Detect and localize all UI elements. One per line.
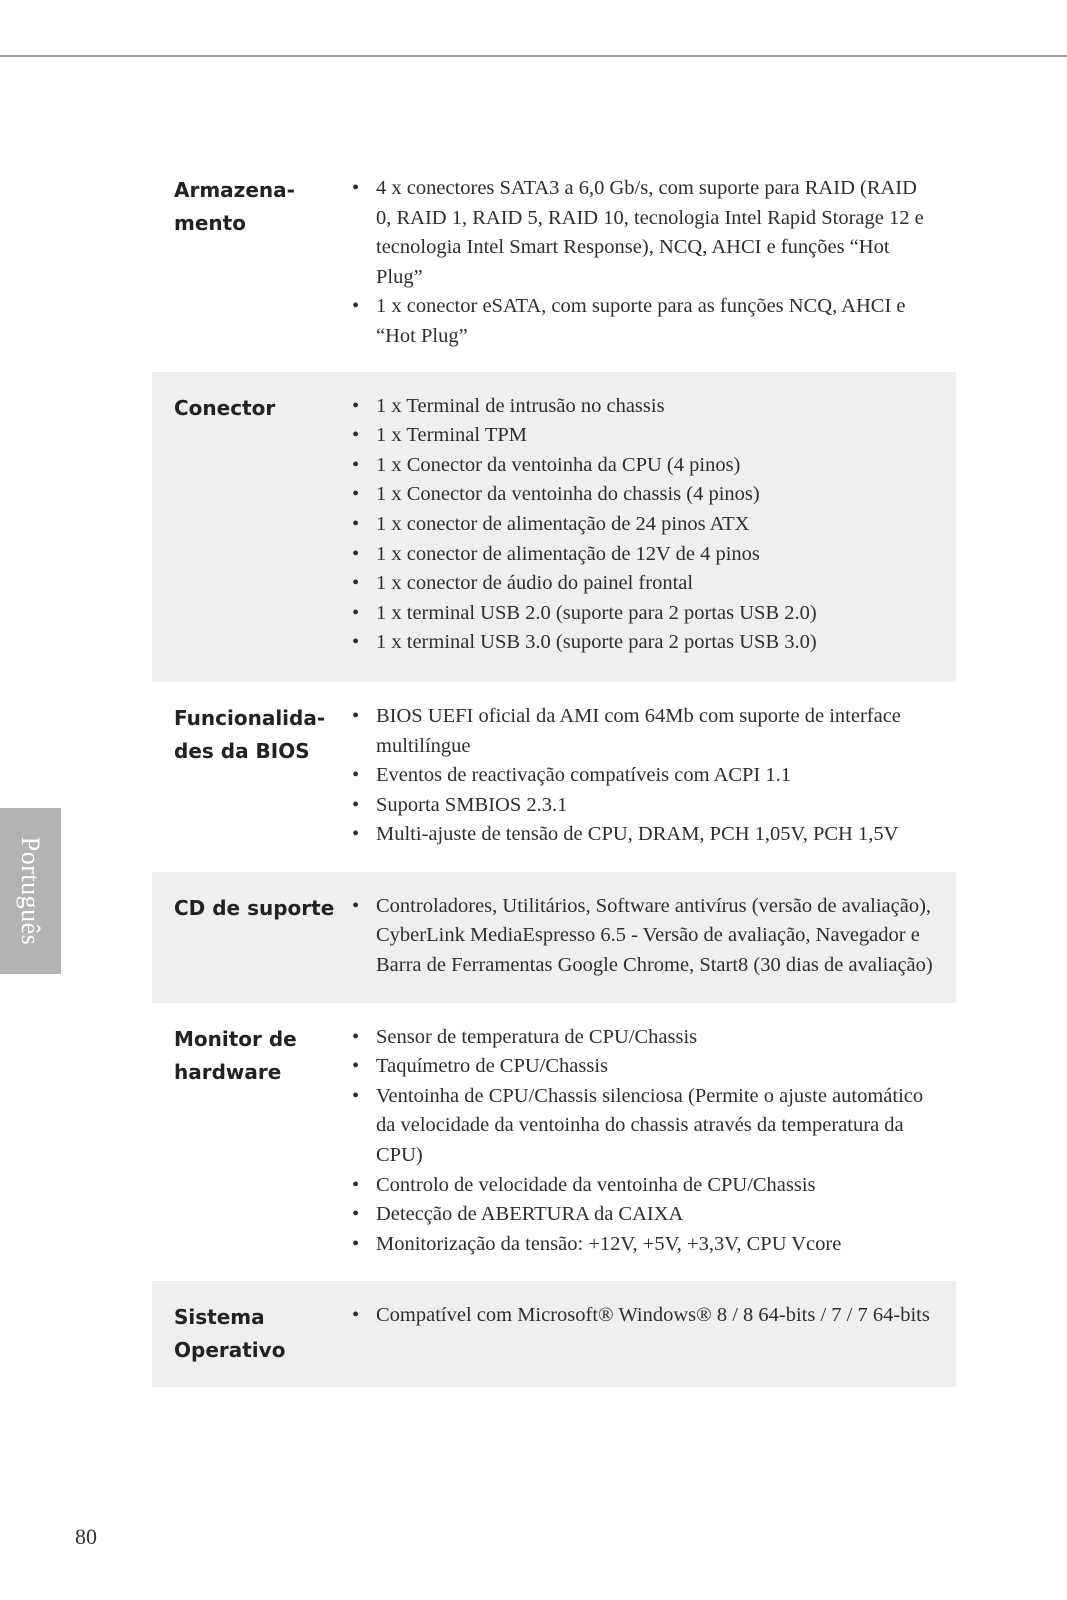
spec-item: • 1 x conector de alimentação de 24 pinos ATX [348, 510, 934, 540]
header-rule [0, 55, 1067, 57]
spec-list [348, 1023, 934, 1260]
spec-label: Conector [174, 395, 276, 420]
spec-item: • 1 x terminal USB 3.0 (suporte para 2 portas USB 3.0) [348, 628, 934, 658]
spec-label: Monitor de hardware [174, 1026, 297, 1084]
spec-row-bios [152, 682, 956, 872]
spec-label: CD de suporte [174, 895, 335, 920]
spec-item: • Ventoinha de CPU/Chassis silenciosa (Permite o ajuste automático da velocidade da ventoinha do chassis através da temperatura da CPU) [348, 1082, 934, 1171]
spec-item: • 1 x Terminal de intrusão no chassis [348, 392, 934, 422]
language-side-tab [0, 808, 61, 974]
spec-item: • Controlo de velocidade da ventoinha de CPU/Chassis [348, 1171, 934, 1201]
spec-list [348, 392, 934, 658]
spec-item: • 1 x terminal USB 2.0 (suporte para 2 portas USB 2.0) [348, 599, 934, 629]
spec-item: • 1 x conector de alimentação de 12V de 4 pinos [348, 540, 934, 570]
spec-item: • 1 x conector de áudio do painel frontal [348, 569, 934, 599]
spec-item: • BIOS UEFI oficial da AMI com 64Mb com suporte de interface multilíngue [348, 702, 934, 761]
spec-row-storage [152, 170, 956, 372]
spec-item: • Multi-ajuste de tensão de CPU, DRAM, PCH 1,05V, PCH 1,5V [348, 820, 934, 850]
spec-item: • 1 x Terminal TPM [348, 421, 934, 451]
spec-list [348, 892, 934, 981]
spec-row-support-cd [152, 872, 956, 1003]
spec-item: • Taquímetro de CPU/Chassis [348, 1052, 934, 1082]
spec-list [348, 1301, 934, 1331]
spec-list [348, 702, 934, 850]
spec-item: • 1 x conector eSATA, com suporte para as funções NCQ, AHCI e “Hot Plug” [348, 292, 934, 351]
spec-item: • Compatível com Microsoft® Windows® 8 / 8 64-bits / 7 / 7 64-bits [348, 1301, 934, 1331]
page-number: 80 [75, 1524, 97, 1549]
spec-item: • Eventos de reactivação compatíveis com ACPI 1.1 [348, 761, 934, 791]
spec-item: • Controladores, Utilitários, Software antivírus (versão de avaliação), CyberLink MediaEspresso 6.5 - Versão de avaliação, Navegador e Barra de Ferramentas Google Chrome, Start8 (30 dias de avaliação) [348, 892, 934, 981]
spec-label: Funcionalida- des da BIOS [174, 705, 326, 763]
spec-item: • 1 x Conector da ventoinha do chassis (4 pinos) [348, 480, 934, 510]
spec-label: Armazena- mento [174, 178, 295, 235]
spec-label: Sistema Operativo [174, 1305, 286, 1363]
spec-item: • Monitorização da tensão: +12V, +5V, +3,3V, CPU Vcore [348, 1230, 934, 1260]
language-side-tab-label: Português [16, 836, 45, 946]
spec-row-hardware-monitor [152, 1003, 956, 1282]
spec-row-operating-system [152, 1281, 956, 1387]
spec-row-connector [152, 372, 956, 682]
specifications-table [152, 170, 956, 1387]
spec-item: • 4 x conectores SATA3 a 6,0 Gb/s, com suporte para RAID (RAID 0, RAID 1, RAID 5, RAID 10, tecnologia Intel Rapid Storage 12 e tecnologia Intel Smart Response), NCQ, AHCI e funções “Hot Plug” [348, 174, 934, 292]
spec-item: • Sensor de temperatura de CPU/Chassis [348, 1023, 934, 1053]
spec-list [348, 174, 934, 352]
spec-item: • 1 x Conector da ventoinha da CPU (4 pinos) [348, 451, 934, 481]
spec-item: • Suporta SMBIOS 2.3.1 [348, 791, 934, 821]
spec-item: • Detecção de ABERTURA da CAIXA [348, 1200, 934, 1230]
